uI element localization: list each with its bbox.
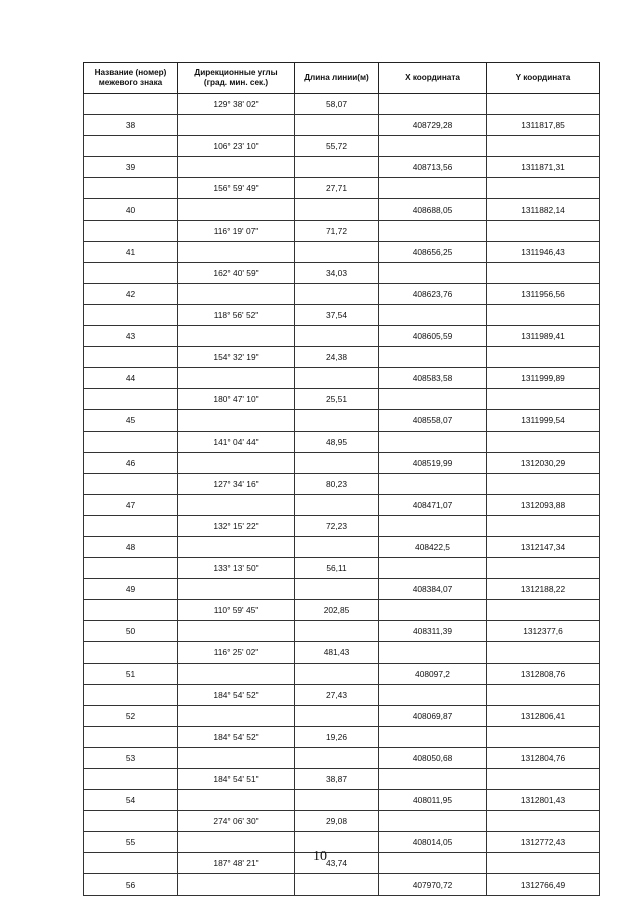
- cell-name: [84, 178, 178, 199]
- cell-length: 29,08: [295, 811, 379, 832]
- point-row: [84, 790, 600, 811]
- cell-angle: 156° 59' 49": [178, 178, 295, 199]
- cell-y: 1312808,76: [487, 663, 600, 684]
- cell-angle: [178, 747, 295, 768]
- cell-name: [84, 347, 178, 368]
- point-row: [84, 494, 600, 515]
- cell-angle: 162° 40' 59": [178, 262, 295, 283]
- cell-x: [379, 389, 487, 410]
- header-name-line1: Название (номер): [94, 68, 167, 77]
- cell-length: [295, 368, 379, 389]
- cell-angle: [178, 368, 295, 389]
- cell-x: 408605,59: [379, 326, 487, 347]
- cell-y: 1311882,14: [487, 199, 600, 220]
- cell-length: [295, 747, 379, 768]
- coordinates-table: [83, 62, 600, 896]
- cell-length: [295, 790, 379, 811]
- header-row: [84, 63, 600, 94]
- point-row: [84, 368, 600, 389]
- header-name: [84, 63, 178, 94]
- cell-name: 46: [84, 452, 178, 473]
- cell-x: [379, 262, 487, 283]
- cell-length: [295, 241, 379, 262]
- cell-length: [295, 494, 379, 515]
- cell-name: 43: [84, 326, 178, 347]
- cell-length: 202,85: [295, 600, 379, 621]
- cell-length: [295, 874, 379, 895]
- header-angle: [178, 63, 295, 94]
- point-row: [84, 410, 600, 431]
- cell-length: 481,43: [295, 642, 379, 663]
- cell-name: 44: [84, 368, 178, 389]
- segment-row: [84, 178, 600, 199]
- cell-y: 1312147,34: [487, 536, 600, 557]
- segment-row: [84, 558, 600, 579]
- cell-name: 55: [84, 832, 178, 853]
- cell-angle: [178, 199, 295, 220]
- cell-angle: 184° 54' 52": [178, 684, 295, 705]
- cell-angle: [178, 494, 295, 515]
- cell-y: 1312188,22: [487, 579, 600, 600]
- cell-length: 34,03: [295, 262, 379, 283]
- cell-y: [487, 304, 600, 325]
- cell-y: 1311817,85: [487, 115, 600, 136]
- header-name-line2: межевого знака: [98, 78, 163, 87]
- cell-name: 52: [84, 705, 178, 726]
- cell-y: [487, 726, 600, 747]
- cell-length: 55,72: [295, 136, 379, 157]
- cell-x: 408583,58: [379, 368, 487, 389]
- point-row: [84, 747, 600, 768]
- cell-y: [487, 431, 600, 452]
- point-row: [84, 326, 600, 347]
- cell-y: [487, 642, 600, 663]
- cell-length: 43,74: [295, 853, 379, 874]
- point-row: [84, 874, 600, 895]
- cell-x: 407970,72: [379, 874, 487, 895]
- cell-y: [487, 600, 600, 621]
- cell-length: [295, 705, 379, 726]
- cell-x: 408471,07: [379, 494, 487, 515]
- cell-angle: [178, 705, 295, 726]
- cell-length: [295, 621, 379, 642]
- cell-length: 25,51: [295, 389, 379, 410]
- cell-name: [84, 515, 178, 536]
- segment-row: [84, 136, 600, 157]
- cell-name: [84, 262, 178, 283]
- segment-row: [84, 473, 600, 494]
- cell-name: 54: [84, 790, 178, 811]
- segment-row: [84, 642, 600, 663]
- cell-length: [295, 283, 379, 304]
- header-angle-line1: Дирекционные углы: [194, 68, 278, 77]
- cell-name: 42: [84, 283, 178, 304]
- segment-row: [84, 304, 600, 325]
- cell-y: 1312772,43: [487, 832, 600, 853]
- cell-length: 27,71: [295, 178, 379, 199]
- page-number: 10: [313, 849, 327, 864]
- cell-x: 408519,99: [379, 452, 487, 473]
- cell-name: 47: [84, 494, 178, 515]
- cell-angle: 116° 19' 07": [178, 220, 295, 241]
- cell-y: 1312804,76: [487, 747, 600, 768]
- cell-length: 58,07: [295, 94, 379, 115]
- segment-row: [84, 684, 600, 705]
- cell-angle: 180° 47' 10": [178, 389, 295, 410]
- cell-angle: 184° 54' 52": [178, 726, 295, 747]
- cell-angle: 116° 25' 02": [178, 642, 295, 663]
- cell-angle: 129° 38' 02": [178, 94, 295, 115]
- cell-y: [487, 389, 600, 410]
- cell-name: [84, 473, 178, 494]
- segment-row: [84, 220, 600, 241]
- cell-length: 38,87: [295, 769, 379, 790]
- cell-name: [84, 684, 178, 705]
- cell-name: 50: [84, 621, 178, 642]
- segment-row: [84, 515, 600, 536]
- cell-length: 27,43: [295, 684, 379, 705]
- cell-angle: [178, 790, 295, 811]
- cell-x: [379, 136, 487, 157]
- cell-length: [295, 452, 379, 473]
- point-row: [84, 241, 600, 262]
- cell-length: [295, 157, 379, 178]
- cell-angle: 132° 15' 22": [178, 515, 295, 536]
- cell-name: 39: [84, 157, 178, 178]
- cell-name: 51: [84, 663, 178, 684]
- cell-angle: 110° 59' 45": [178, 600, 295, 621]
- cell-x: 408384,07: [379, 579, 487, 600]
- cell-x: 408558,07: [379, 410, 487, 431]
- cell-name: 49: [84, 579, 178, 600]
- cell-x: [379, 431, 487, 452]
- cell-x: 408729,28: [379, 115, 487, 136]
- cell-x: 408097,2: [379, 663, 487, 684]
- cell-length: 24,38: [295, 347, 379, 368]
- cell-y: [487, 684, 600, 705]
- segment-row: [84, 389, 600, 410]
- cell-x: [379, 473, 487, 494]
- cell-name: [84, 220, 178, 241]
- cell-length: [295, 579, 379, 600]
- cell-y: 1311871,31: [487, 157, 600, 178]
- segment-row: [84, 431, 600, 452]
- cell-name: 40: [84, 199, 178, 220]
- segment-row: [84, 347, 600, 368]
- cell-angle: [178, 157, 295, 178]
- cell-y: [487, 220, 600, 241]
- cell-y: 1312030,29: [487, 452, 600, 473]
- cell-x: 408311,39: [379, 621, 487, 642]
- segment-row: [84, 262, 600, 283]
- cell-y: [487, 811, 600, 832]
- cell-y: [487, 347, 600, 368]
- cell-angle: [178, 115, 295, 136]
- cell-x: 408713,56: [379, 157, 487, 178]
- segment-row: [84, 600, 600, 621]
- cell-y: [487, 558, 600, 579]
- cell-name: [84, 811, 178, 832]
- cell-x: [379, 304, 487, 325]
- cell-name: 38: [84, 115, 178, 136]
- cell-x: [379, 726, 487, 747]
- point-row: [84, 663, 600, 684]
- cell-length: 72,23: [295, 515, 379, 536]
- cell-angle: 184° 54' 51": [178, 769, 295, 790]
- cell-y: 1311989,41: [487, 326, 600, 347]
- cell-name: [84, 94, 178, 115]
- cell-x: [379, 684, 487, 705]
- cell-name: 41: [84, 241, 178, 262]
- cell-y: [487, 769, 600, 790]
- cell-angle: [178, 326, 295, 347]
- point-row: [84, 536, 600, 557]
- cell-angle: [178, 663, 295, 684]
- segment-row: [84, 769, 600, 790]
- cell-y: [487, 178, 600, 199]
- segment-row: [84, 726, 600, 747]
- point-row: [84, 283, 600, 304]
- cell-angle: [178, 241, 295, 262]
- cell-angle: 154° 32' 19": [178, 347, 295, 368]
- cell-y: [487, 262, 600, 283]
- cell-name: [84, 431, 178, 452]
- cell-x: 408688,05: [379, 199, 487, 220]
- cell-x: [379, 515, 487, 536]
- cell-angle: 141° 04' 44": [178, 431, 295, 452]
- cell-angle: [178, 410, 295, 431]
- cell-angle: 106° 23' 10": [178, 136, 295, 157]
- header-angle-line2: (град. мин. сек.): [203, 78, 269, 87]
- cell-y: [487, 473, 600, 494]
- cell-y: 1311946,43: [487, 241, 600, 262]
- point-row: [84, 115, 600, 136]
- point-row: [84, 705, 600, 726]
- cell-length: [295, 536, 379, 557]
- cell-angle: 133° 13' 50": [178, 558, 295, 579]
- cell-y: 1312801,43: [487, 790, 600, 811]
- cell-y: [487, 94, 600, 115]
- segment-row: [84, 94, 600, 115]
- cell-y: 1312766,49: [487, 874, 600, 895]
- header-y: Y координата: [487, 63, 600, 94]
- cell-name: [84, 769, 178, 790]
- cell-x: [379, 558, 487, 579]
- point-row: [84, 452, 600, 473]
- table-body: [84, 94, 600, 896]
- cell-angle: 118° 56' 52": [178, 304, 295, 325]
- cell-angle: 274° 06' 30": [178, 811, 295, 832]
- cell-x: 408422,5: [379, 536, 487, 557]
- cell-length: 71,72: [295, 220, 379, 241]
- cell-angle: [178, 621, 295, 642]
- cell-y: [487, 515, 600, 536]
- cell-x: [379, 769, 487, 790]
- cell-y: 1312093,88: [487, 494, 600, 515]
- cell-x: [379, 220, 487, 241]
- cell-y: [487, 136, 600, 157]
- cell-name: 45: [84, 410, 178, 431]
- cell-angle: [178, 874, 295, 895]
- cell-angle: [178, 579, 295, 600]
- cell-length: [295, 199, 379, 220]
- cell-name: [84, 558, 178, 579]
- cell-name: [84, 304, 178, 325]
- table-header: [84, 63, 600, 94]
- cell-name: 53: [84, 747, 178, 768]
- cell-length: [295, 326, 379, 347]
- cell-name: [84, 136, 178, 157]
- cell-y: 1312806,41: [487, 705, 600, 726]
- cell-angle: [178, 283, 295, 304]
- cell-length: 37,54: [295, 304, 379, 325]
- point-row: [84, 157, 600, 178]
- cell-x: [379, 600, 487, 621]
- cell-angle: [178, 536, 295, 557]
- cell-x: [379, 811, 487, 832]
- cell-name: [84, 726, 178, 747]
- cell-angle: [178, 452, 295, 473]
- cell-y: 1312377,6: [487, 621, 600, 642]
- cell-x: 408069,87: [379, 705, 487, 726]
- cell-x: 408656,25: [379, 241, 487, 262]
- cell-name: [84, 642, 178, 663]
- cell-length: [295, 410, 379, 431]
- cell-length: [295, 115, 379, 136]
- cell-length: 19,26: [295, 726, 379, 747]
- header-x: X координата: [379, 63, 487, 94]
- point-row: [84, 579, 600, 600]
- cell-x: 408050,68: [379, 747, 487, 768]
- cell-length: 48,95: [295, 431, 379, 452]
- cell-length: 56,11: [295, 558, 379, 579]
- cell-x: [379, 178, 487, 199]
- cell-x: [379, 642, 487, 663]
- cell-y: 1311999,54: [487, 410, 600, 431]
- cell-x: [379, 347, 487, 368]
- header-length: Длина линии(м): [295, 63, 379, 94]
- cell-x: 408011,95: [379, 790, 487, 811]
- segment-row: [84, 811, 600, 832]
- cell-x: 408014,05: [379, 832, 487, 853]
- point-row: [84, 621, 600, 642]
- cell-name: [84, 389, 178, 410]
- cell-y: 1311956,56: [487, 283, 600, 304]
- cell-name: 48: [84, 536, 178, 557]
- cell-x: 408623,76: [379, 283, 487, 304]
- cell-angle: 127° 34' 16": [178, 473, 295, 494]
- cell-angle: 187° 48' 21": [178, 853, 295, 874]
- point-row: [84, 199, 600, 220]
- cell-length: [295, 663, 379, 684]
- cell-x: [379, 94, 487, 115]
- cell-name: [84, 600, 178, 621]
- cell-length: 80,23: [295, 473, 379, 494]
- cell-y: 1311999,89: [487, 368, 600, 389]
- coordinates-sheet: [83, 62, 599, 896]
- cell-name: 56: [84, 874, 178, 895]
